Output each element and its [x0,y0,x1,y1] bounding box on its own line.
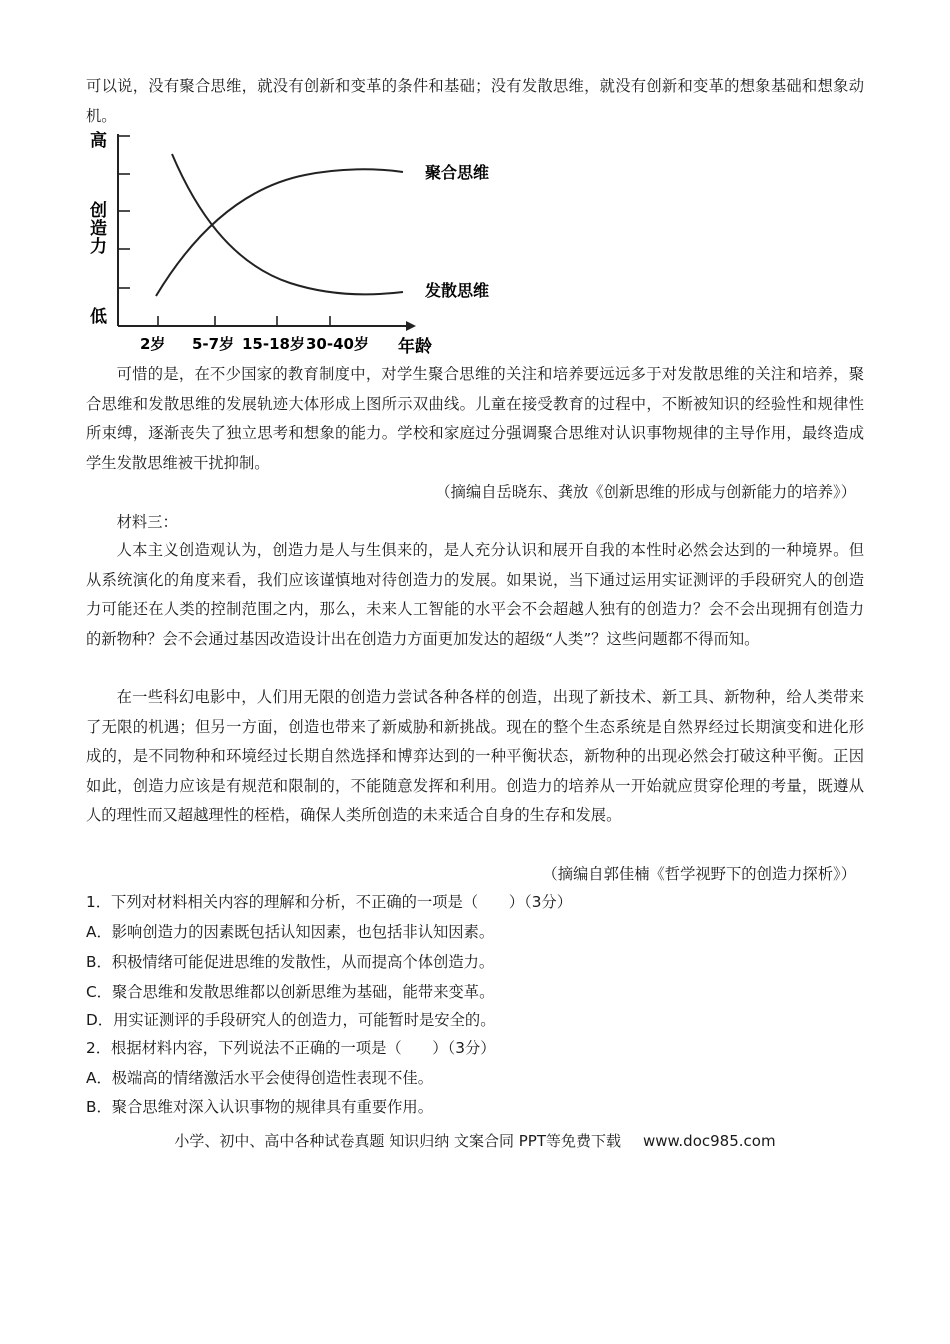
paragraph-after-chart: 可惜的是，在不少国家的教育制度中，对学生聚合思维的关注和培养要远远多于对发散思维的关注和培养，聚合思维和发散思维的发展轨迹大体形成上图所示双曲线。儿童在接受教育的过程中，不断被知识的经验性和规律性所束缚，逐渐丧失了独立思考和想象的能力。学校和家庭过分强调聚合思维对认识事物规律的主导作用，最终造成学生发散思维被干扰抑制。 [86,365,864,472]
y-label-high: 高 [90,131,107,151]
question-1-option-c: C．聚合思维和发散思维都以创新思维为基础，能带来变革。 [86,983,495,1001]
x-tick-label: 15-18岁 [242,335,305,353]
intro-paragraph: 可以说，没有聚合思维，就没有创新和变革的条件和基础；没有发散思维，就没有创新和变革的想象基础和想象动机。 [86,77,864,125]
y-label-low: 低 [90,307,107,327]
x-tick-label: 2岁 [140,335,166,353]
material-3-paragraph-2: 在一些科幻电影中，人们用无限的创造力尝试各种各样的创造，出现了新技术、新工具、新物种，给人类带来了无限的机遇；但另一方面，创造也带来了新威胁和新挑战。现在的整个生态系统是自然界经过长期演变和进化形成的，是不同物种和环境经过长期自然选择和博弈达到的一种平衡状态，新物种的出现必然会打破这种平衡。正因如此，创造力应该是有规范和限制的，不能随意发挥和利用。创造力的培养从一开始就应贯穿伦理的考量，既遵从人的理性而又超越理性的桎梏，确保人类所创造的未来适合自身的生存和发展。 [86,688,864,824]
series-divergent-line [172,154,403,294]
y-label-mid-1: 创 [90,201,107,221]
x-tick-label: 5-7岁 [192,335,235,353]
material-3-heading: 材料三： [116,513,178,531]
question-1-option-b: B．积极情绪可能促进思维的发散性，从而提高个体创造力。 [86,953,495,971]
series-label-convergent: 聚合思维 [425,163,490,182]
question-2-option-a: A．极端高的情绪激活水平会使得创造性表现不佳。 [86,1069,433,1087]
source-citation-3: （摘编自郭佳楠《哲学视野下的创造力探析》） [542,865,856,883]
page-footer [0,1130,950,1151]
x-tick-label: 30-40岁 [306,335,369,353]
creativity-chart [80,128,600,358]
series-convergent-line [156,169,403,296]
question-1-option-d: D．用实证测评的手段研究人的创造力，可能暂时是安全的。 [86,1011,496,1029]
material-3-paragraph-1: 人本主义创造观认为，创造力是人与生俱来的，是人充分认识和展开自我的本性时必然会达到的一种境界。但从系统演化的角度来看，我们应该谨慎地对待创造力的发展。如果说，当下通过运用实证测评的手段研究人的创造力可能还在人类的控制范围之内，那么，未来人工智能的水平会不会超越人独有的创造力？会不会出现拥有创造力的新物种？会不会通过基因改造设计出在创造力方面更加发达的超级“人类”？这些问题都不得而知。 [86,541,864,648]
series-label-divergent: 发散思维 [425,281,490,300]
question-1-option-a: A．影响创造力的因素既包括认知因素，也包括非认知因素。 [86,923,495,941]
y-label-mid-2: 造 [90,219,107,239]
x-axis-label: 年龄 [398,337,432,357]
question-2: 2．根据材料内容，下列说法不正确的一项是（ ）（3分） [86,1039,496,1057]
x-axis-arrow [406,321,416,331]
source-citation-2: （摘编自岳晓东、龚放《创新思维的形成与创新能力的培养》） [435,483,856,501]
question-1: 1．下列对材料相关内容的理解和分析，不正确的一项是（ ）（3分） [86,893,573,911]
y-label-mid-3: 力 [90,237,107,257]
footer-link[interactable]: www.doc985.com [642,1132,776,1150]
question-2-option-b: B．聚合思维对深入认识事物的规律具有重要作用。 [86,1098,434,1116]
footer-text: 小学、初中、高中各种试卷真题 知识归纳 文案合同 PPT等免费下载 [174,1132,621,1150]
